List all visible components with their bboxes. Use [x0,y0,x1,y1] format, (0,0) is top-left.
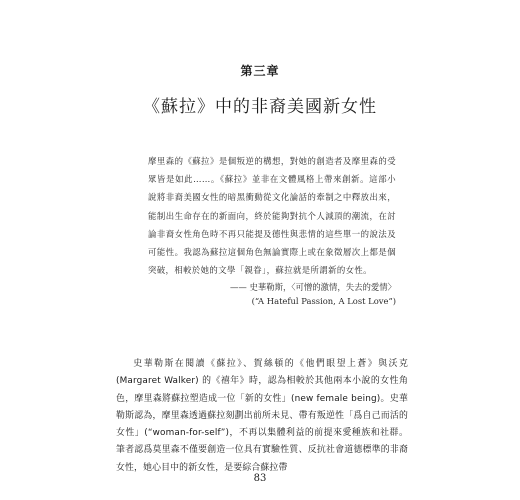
chapter-label: 第三章 [240,64,280,78]
chapter-title: 《蘇拉》中的非裔美國新女性 [143,97,377,117]
body-paragraph-text: 史華勒斯在閱讀《蘇拉》、賀絲頓的《他們眼望上蒼》與沃克(Margaret Walker) 的《禧年》時，認為相較於其他兩本小說的女性角色，摩里森將蘇拉塑造成一位「新的女性」(new female being)。史華勒斯認為，摩里森透過蘇拉刻劃出前所未見、帶有叛逆性「爲自己而活的女性」(“woman-for-self”)，不再以集體利益的前提來愛種族和社群。筆者認爲莫里森不僅要創造一位具有實驗性質、反抗社會道德標準的非裔女性，她心目中的新女性，是要綜合蘇拉帶 [116,359,408,473]
epigraph-attribution: —— 史華勒斯，〈可憎的激情，失去的愛情〉 [230,282,396,292]
page-number: 83 [253,473,267,484]
epigraph-attribution-block [136,280,396,308]
epigraph-source: (“A Hateful Passion, A Lost Love”) [251,296,396,306]
body-paragraph [116,356,408,477]
epigraph-quote: 摩里森的《蘇拉》是個叛逆的構想，對她的創造者及摩里森的受眾皆是如此……。《蘇拉》並非在文體風格上帶來創新。這部小說將非裔美國女性的暗黑衝動從文化論話的牽制之中釋放出來，能制出生命存在的新面向，終於能夠對抗个人減頂的潮流，在討論非裔女性角色時不再只能提及德性與悲情的這些單一的說法及可能性。我認為蘇拉這個角色無論實際上或在象徵層次上都是個突破，相較於她的文學「親眷」，蘇拉就是所謂新的女性。 [148,156,396,276]
